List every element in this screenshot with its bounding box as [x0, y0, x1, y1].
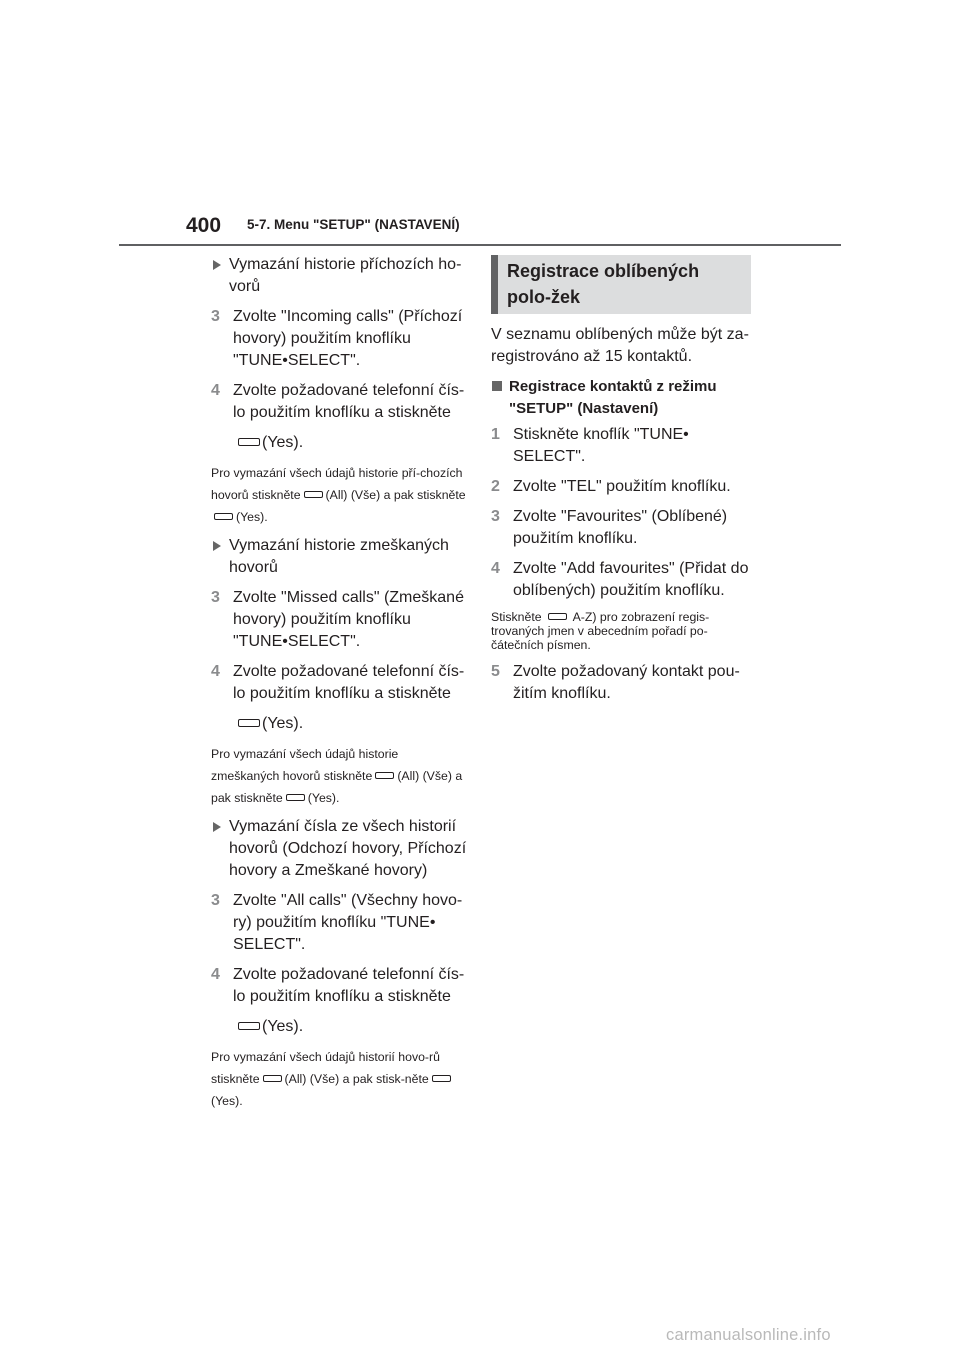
step-text: Zvolte požadované telefonní čís-lo použitím knoflíku a stiskněte [233, 663, 465, 702]
button-icon [304, 491, 323, 498]
step-1 [491, 424, 753, 468]
subheading-incoming [211, 254, 469, 298]
subheading-text: Vymazání historie zmeškaných hovorů [229, 537, 449, 576]
note-text: Pro vymazání všech údajů historie zmeškaných hovorů stiskněte [211, 747, 399, 783]
step-3 [211, 306, 469, 372]
step-text: Zvolte "TEL" použitím knoflíku. [513, 478, 731, 495]
step-text: Zvolte "Missed calls" (Zmeškané hovory) použitím knoflíku "TUNE•SELECT". [233, 589, 464, 650]
step-text: Zvolte "Add favourites" (Přidat do oblíbených) použitím knoflíku. [513, 560, 749, 599]
note-text: Pro vymazání všech údajů historie pří-chozích hovorů stiskněte [211, 466, 463, 502]
note [211, 462, 469, 528]
note-text: (Yes). [211, 1094, 243, 1108]
button-icon [238, 1022, 260, 1030]
note-text: (Yes). [307, 791, 340, 805]
left-column [211, 254, 469, 1119]
button-icon [375, 772, 394, 779]
note-text: (All) (Vše) a pak stiskněte [325, 488, 466, 502]
button-icon [238, 438, 260, 446]
step-number: 3 [211, 589, 220, 606]
note [211, 1046, 469, 1112]
note-text: Stiskněte [491, 610, 542, 624]
step-text: Zvolte "Favourites" (Oblíbené) použitím knoflíku. [513, 508, 728, 547]
step-5 [491, 661, 753, 705]
step-number: 4 [491, 560, 500, 577]
step-number: 5 [491, 663, 500, 680]
subheading-setup [491, 376, 753, 420]
note [491, 610, 753, 652]
subheading-text: Vymazání čísla ze všech historií hovorů (Odchozí hovory, Příchozí hovory a Zmeškané hovory) [229, 818, 467, 879]
step-number: 3 [211, 892, 220, 909]
step-text: Zvolte požadované telefonní čís-lo použitím knoflíku a stiskněte [233, 966, 465, 1005]
step-text: Zvolte požadované telefonní čís-lo použitím knoflíku a stiskněte [233, 382, 465, 421]
step-4 [211, 661, 469, 705]
step-4 [211, 380, 469, 424]
note [211, 743, 469, 809]
button-icon [214, 513, 233, 520]
section-banner: Registrace oblíbených polo-žek [491, 255, 751, 314]
header-divider [119, 244, 841, 246]
yes-instruction [211, 713, 469, 735]
button-icon [548, 613, 567, 620]
intro-paragraph: V seznamu oblíbených může být za-registrováno až 15 kontaktů. [491, 326, 749, 365]
yes-instruction [211, 432, 469, 454]
step-text: Zvolte "Incoming calls" (Příchozí hovory) použitím knoflíku "TUNE•SELECT". [233, 308, 463, 369]
step-text: Stiskněte knoflík "TUNE• SELECT". [513, 426, 689, 465]
step-text: Zvolte "All calls" (Všechny hovo-ry) použitím knoflíku "TUNE• SELECT". [233, 892, 463, 953]
step-text: Zvolte požadovaný kontakt pou-žitím knoflíku. [513, 663, 740, 702]
step-3 [491, 506, 753, 550]
step-4 [491, 558, 753, 602]
yes-label: (Yes). [262, 1018, 304, 1035]
subheading-text: Registrace kontaktů z režimu "SETUP" (Nastavení) [509, 378, 717, 417]
step-number: 3 [491, 508, 500, 525]
yes-label: (Yes). [262, 434, 304, 451]
square-bullet-icon [492, 381, 502, 391]
button-icon [263, 1075, 282, 1082]
button-icon [432, 1075, 451, 1082]
step-3 [211, 587, 469, 653]
step-4 [211, 964, 469, 1008]
note-text: (All) (Vše) a pak stisk-něte [284, 1072, 429, 1086]
step-number: 4 [211, 382, 220, 399]
step-2 [491, 476, 753, 498]
step-number: 4 [211, 663, 220, 680]
section-title: 5-7. Menu "SETUP" (NASTAVENÍ) [247, 217, 460, 232]
watermark: carmanualsonline.info [666, 1326, 831, 1344]
step-number: 2 [491, 478, 500, 495]
page-number: 400 [186, 214, 222, 237]
right-column [491, 255, 753, 713]
triangle-bullet-icon [213, 541, 221, 551]
note-text: A-Z) pro zobrazení regis-trovaných jmen v abecedním pořadí po-čátečních písmen. [491, 610, 710, 652]
subheading-text: Vymazání historie příchozích ho-vorů [229, 256, 462, 295]
subheading-missed [211, 535, 469, 579]
yes-instruction [211, 1016, 469, 1038]
button-icon [238, 719, 260, 727]
note-text: (All) (Vše) a pak stiskněte [211, 769, 463, 805]
triangle-bullet-icon [213, 822, 221, 832]
step-number: 3 [211, 308, 220, 325]
step-3 [211, 890, 469, 956]
step-number: 1 [491, 426, 500, 443]
note-text: Pro vymazání všech údajů historií hovo-rů stiskněte [211, 1050, 440, 1086]
yes-label: (Yes). [262, 715, 304, 732]
triangle-bullet-icon [213, 260, 221, 270]
note-text: (Yes). [236, 510, 268, 524]
step-number: 4 [211, 966, 220, 983]
subheading-all [211, 816, 469, 882]
button-icon [286, 794, 305, 801]
